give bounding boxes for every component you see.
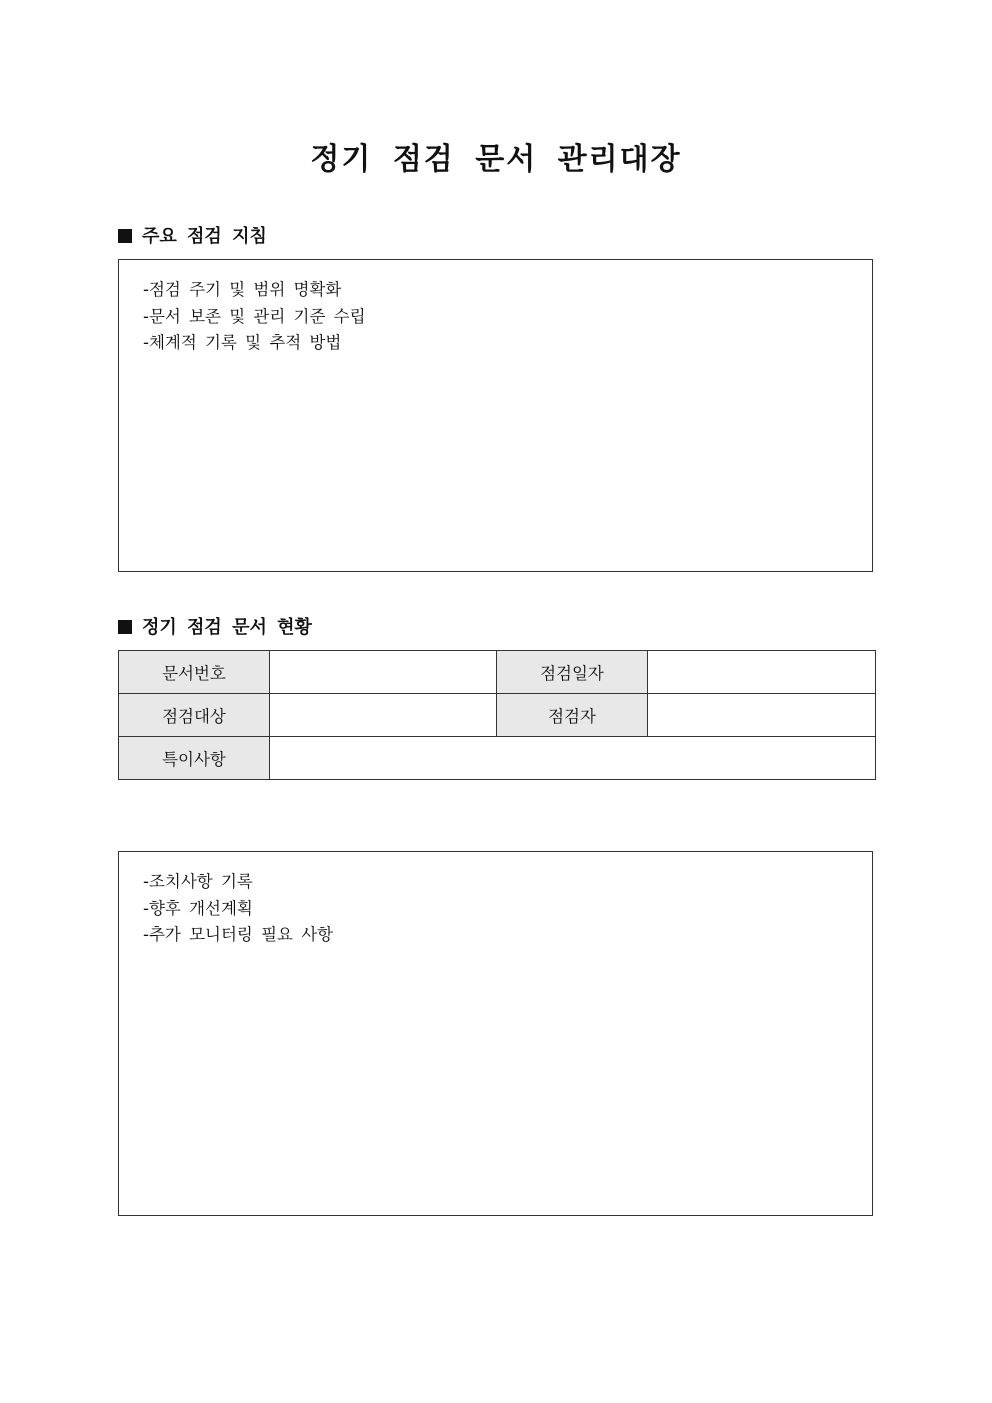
section-heading-label: 주요 점검 지침 bbox=[142, 226, 267, 247]
inspection-date-field[interactable] bbox=[648, 651, 876, 694]
guideline-line: -체계적 기록 및 추적 방법 bbox=[143, 333, 342, 352]
section-heading-status bbox=[118, 613, 312, 639]
square-bullet-icon bbox=[118, 229, 132, 243]
note-line: -조치사항 기록 bbox=[143, 872, 253, 891]
table-row bbox=[119, 694, 876, 737]
section-heading-guidelines bbox=[118, 222, 267, 248]
inspection-date-label: 점검일자 bbox=[497, 651, 648, 694]
table-row bbox=[119, 651, 876, 694]
inspection-target-field[interactable] bbox=[270, 694, 497, 737]
guideline-line: -문서 보존 및 관리 기준 수립 bbox=[143, 306, 366, 326]
inspector-label: 점검자 bbox=[497, 694, 648, 737]
doc-number-field[interactable] bbox=[270, 651, 497, 694]
section-heading-label: 정기 점검 문서 현황 bbox=[142, 617, 312, 638]
square-bullet-icon bbox=[118, 620, 132, 634]
notes-box[interactable] bbox=[118, 851, 873, 1216]
note-line: -향후 개선계획 bbox=[143, 898, 253, 918]
table-row bbox=[119, 737, 876, 780]
status-table bbox=[118, 650, 876, 780]
inspection-target-label: 점검대상 bbox=[119, 694, 270, 737]
doc-number-label: 문서번호 bbox=[119, 651, 270, 694]
note-line: -추가 모니터링 필요 사항 bbox=[143, 925, 334, 944]
inspector-field[interactable] bbox=[648, 694, 876, 737]
guidelines-box[interactable] bbox=[118, 259, 873, 572]
guideline-line: -점검 주기 및 범위 명확화 bbox=[143, 280, 342, 299]
remarks-field[interactable] bbox=[270, 737, 876, 780]
page-title: 정기 점검 문서 관리대장 bbox=[310, 142, 682, 177]
remarks-label: 특이사항 bbox=[119, 737, 270, 780]
